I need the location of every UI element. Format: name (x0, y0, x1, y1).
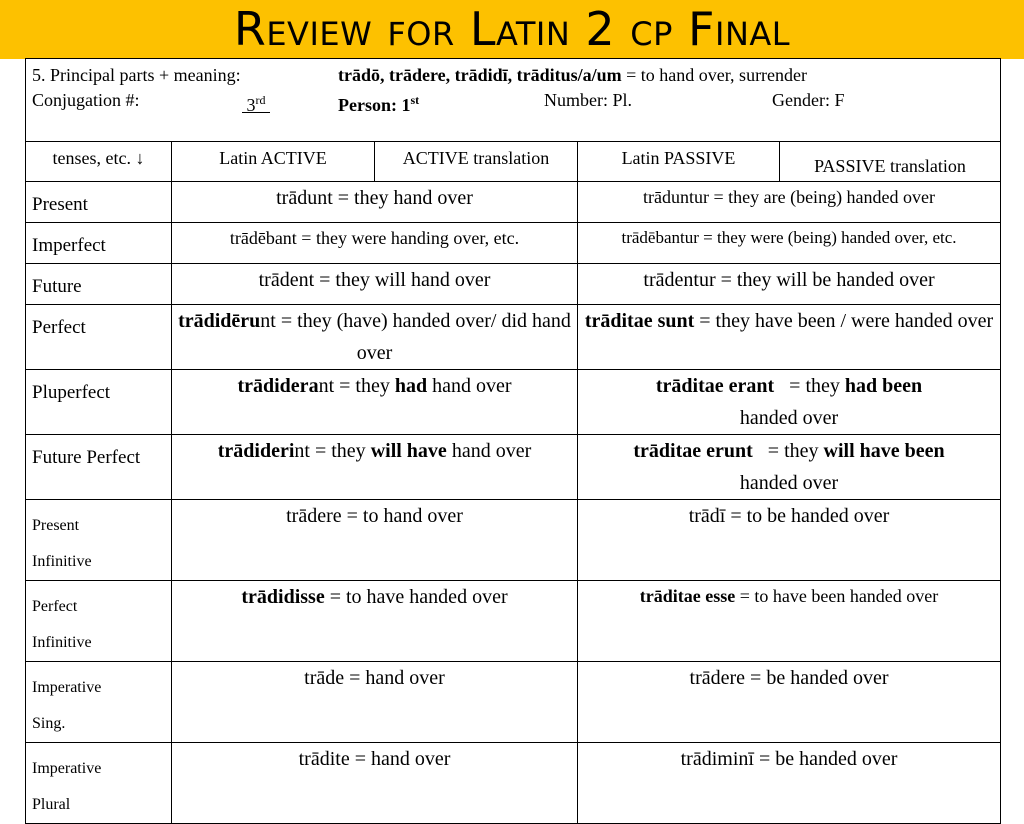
header-passive-translation: PASSIVE translation (780, 142, 1001, 182)
page-title: Review for Latin 2 cp Final (233, 2, 791, 56)
passive-cell: trādentur = they will be handed over (578, 264, 1001, 305)
info-cell: 5. Principal parts + meaning: trādō, trādere, trādidī, trāditus/a/um = to hand over, surrender Conjugation #: 3rd Person: 1st Number: Pl. Gender: F (26, 59, 1001, 142)
table-row-perfect-infinitive (26, 581, 1001, 662)
number-label: Number: Pl. (544, 90, 632, 110)
active-cell: trādent = they will hand over (172, 264, 578, 305)
info-row (26, 59, 1001, 142)
table-row-future (26, 264, 1001, 305)
conjugation-label: Conjugation #: (32, 90, 140, 110)
table-row-perfect (26, 305, 1001, 370)
table-row-pluperfect (26, 370, 1001, 435)
row-label: Imperative Plural (26, 743, 172, 824)
conjugation-table (25, 58, 1001, 824)
header-active-translation: ACTIVE translation (375, 142, 578, 182)
header-row (26, 142, 1001, 182)
header-tenses: tenses, etc. ↓ (26, 142, 172, 182)
passive-cell: trādī = to be handed over (578, 500, 1001, 581)
table-row-imperative-plural (26, 743, 1001, 824)
passive-cell: trāditae sunt = they have been / were handed over (578, 305, 1001, 370)
conjugation-value: 3rd (246, 93, 266, 115)
table-row-imperative-sing (26, 662, 1001, 743)
table-row-present-infinitive (26, 500, 1001, 581)
active-cell: trāde = hand over (172, 662, 578, 743)
row-label: Perfect (26, 305, 172, 370)
passive-cell: trāditae erant = they had been handed over (578, 370, 1001, 435)
table-row-present (26, 182, 1001, 223)
row-label: Imperfect (26, 223, 172, 264)
row-label: Imperative Sing. (26, 662, 172, 743)
row-label: Pluperfect (26, 370, 172, 435)
passive-cell: trādere = be handed over (578, 662, 1001, 743)
active-cell: trādiderant = they had hand over (172, 370, 578, 435)
header-latin-passive: Latin PASSIVE (578, 142, 780, 182)
passive-cell: trāditae esse = to have been handed over (578, 581, 1001, 662)
active-cell: trādidērunt = they (have) handed over/ did hand over (172, 305, 578, 370)
row-label: Present (26, 182, 172, 223)
table-row-imperfect (26, 223, 1001, 264)
table-row-future-perfect (26, 435, 1001, 500)
header-latin-active: Latin ACTIVE (172, 142, 375, 182)
passive-cell: trāduntur = they are (being) handed over (578, 182, 1001, 223)
person-label: Person: 1 (338, 95, 411, 115)
passive-cell: trāditae erunt = they will have been handed over (578, 435, 1001, 500)
title-banner (0, 0, 1024, 59)
passive-cell: trādēbantur = they were (being) handed over, etc. (578, 223, 1001, 264)
principal-parts-label: 5. Principal parts + meaning: (32, 65, 241, 85)
passive-cell: trādiminī = be handed over (578, 743, 1001, 824)
row-label: Future Perfect (26, 435, 172, 500)
active-cell: trādēbant = they were handing over, etc. (172, 223, 578, 264)
active-cell: trādidisse = to have handed over (172, 581, 578, 662)
row-label: Perfect Infinitive (26, 581, 172, 662)
gender-label: Gender: F (772, 90, 845, 110)
principal-parts-meaning: = to hand over, surrender (626, 65, 808, 85)
active-cell: trādite = hand over (172, 743, 578, 824)
principal-parts-value: trādō, trādere, trādidī, trāditus/a/um (338, 65, 622, 85)
active-cell: trādere = to hand over (172, 500, 578, 581)
active-cell: trādunt = they hand over (172, 182, 578, 223)
row-label: Present Infinitive (26, 500, 172, 581)
row-label: Future (26, 264, 172, 305)
active-cell: trādiderint = they will have hand over (172, 435, 578, 500)
